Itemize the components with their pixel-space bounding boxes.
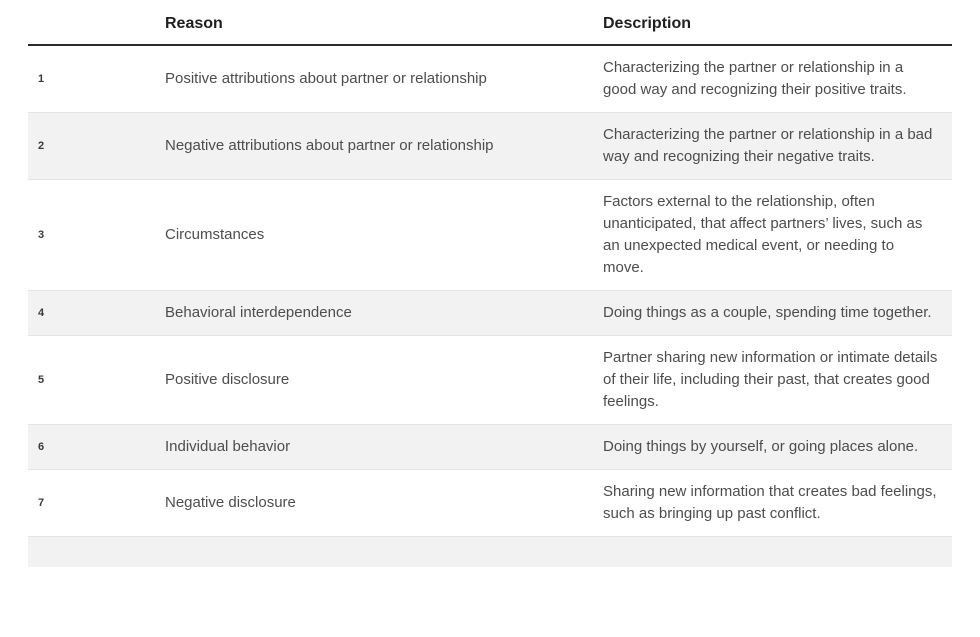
cell-number: 2 <box>28 113 165 180</box>
cell-description: Characterizing the partner or relationship in a bad way and recognizing their negative traits. <box>603 113 952 180</box>
cell-description: Characterizing the partner or relationship in a good way and recognizing their positive traits. <box>603 59 907 98</box>
table-row <box>28 425 952 470</box>
cell-description: Doing things as a couple, spending time together. <box>603 291 952 336</box>
table-body <box>28 45 952 567</box>
table-row <box>28 180 952 291</box>
cell-number: 7 <box>28 470 165 537</box>
col-header-reason: Reason <box>165 0 603 45</box>
cell-reason: Negative attributions about partner or relationship <box>165 113 603 180</box>
table-row <box>28 113 952 180</box>
table-row <box>28 470 952 537</box>
cell-number: 5 <box>28 336 165 425</box>
table-row <box>28 291 952 336</box>
cell-description: Sharing new information that creates bad feelings, such as bringing up past conflict. <box>603 470 952 537</box>
table-row <box>28 336 952 425</box>
cell-description: Doing things by yourself, or going places alone. <box>603 425 952 470</box>
table-head <box>28 0 952 45</box>
table-row-partial <box>28 537 952 568</box>
cell-reason: Positive disclosure <box>165 336 603 425</box>
cell-reason: Behavioral interdependence <box>165 291 603 336</box>
cell-reason: Positive attributions about partner or relationship <box>165 70 487 87</box>
cell-number: 3 <box>28 180 165 291</box>
table-header-row <box>28 0 952 45</box>
cell-number: 6 <box>28 425 165 470</box>
col-header-description: Description <box>603 0 952 45</box>
cell-reason: Individual behavior <box>165 425 603 470</box>
cell-number: 4 <box>28 291 165 336</box>
cell-description: Partner sharing new information or intimate details of their life, including their past, that creates good feelings. <box>603 336 952 425</box>
reasons-table <box>28 0 952 567</box>
col-header-number <box>28 0 165 45</box>
cell-description: Factors external to the relationship, often unanticipated, that affect partners’ lives, such as an unexpected medical event, or needing to move. <box>603 180 952 291</box>
cell-number: 1 <box>38 73 45 85</box>
table-row <box>28 45 952 113</box>
cell-reason: Negative disclosure <box>165 470 603 537</box>
cell-reason: Circumstances <box>165 180 603 291</box>
cell-partial <box>28 537 952 568</box>
